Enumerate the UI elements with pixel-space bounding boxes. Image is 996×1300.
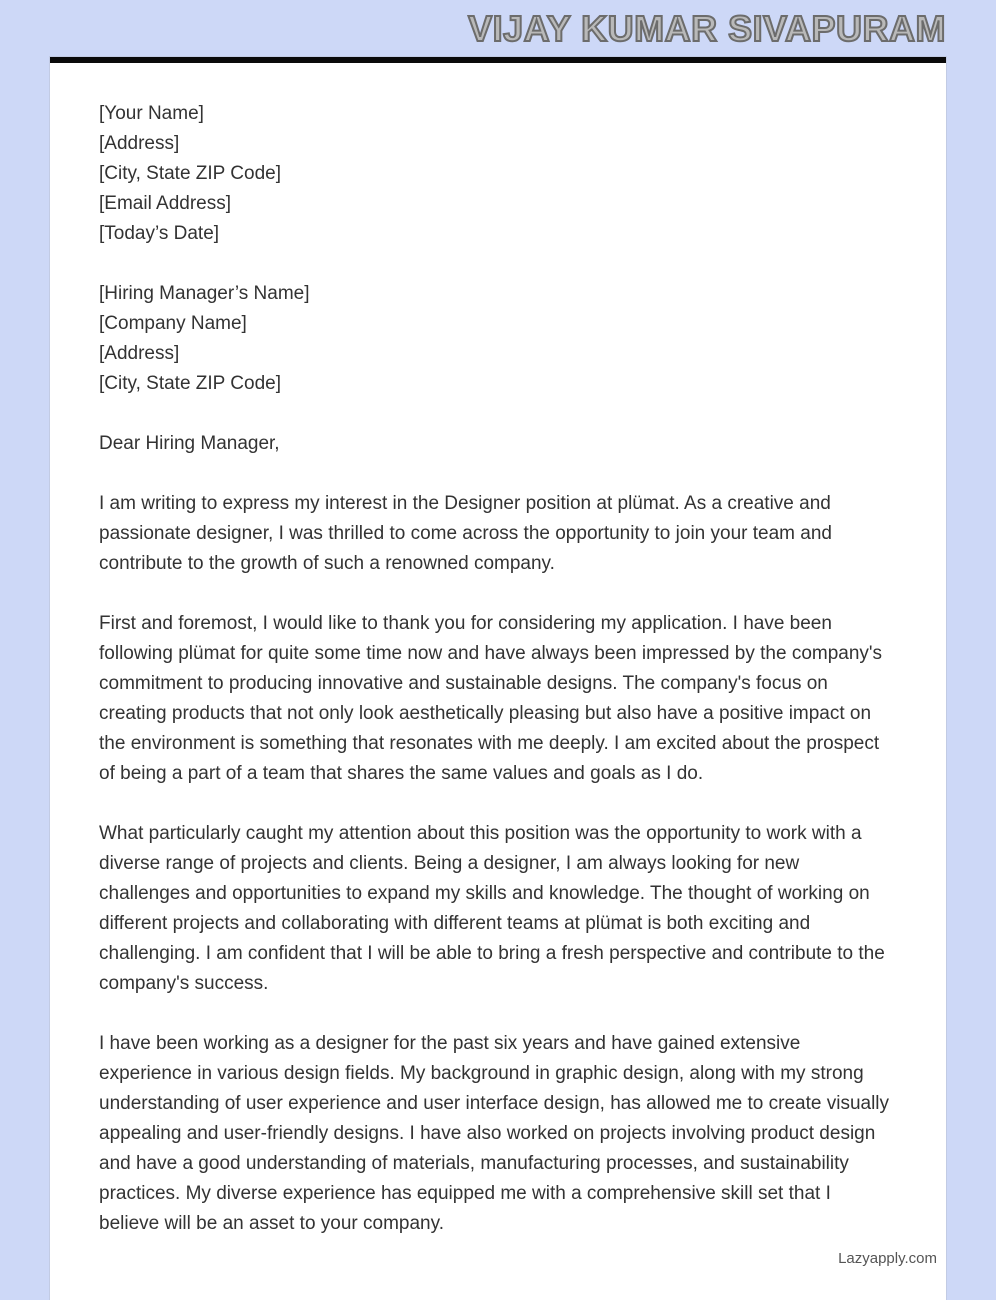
sender-city-line: [City, State ZIP Code] <box>99 163 281 184</box>
sender-address-block <box>99 99 894 249</box>
recipient-address-block <box>99 279 894 399</box>
recipient-address-line: [Address] <box>99 343 180 364</box>
page-title: VIJAY KUMAR SIVAPURAM <box>468 7 946 49</box>
letter-paragraph-3: What particularly caught my attention about this position was the opportunity to work with a diverse range of projects and clients. Being a designer, I am always looking for new challenges and opportunities to expand my skills and knowledge. The thought of working on different projects and collaborating with different teams at plümat is both exciting and challenging. I am confident that I will be able to bring a fresh perspective and contribute to the company's success. <box>99 823 885 994</box>
top-banner <box>0 0 996 57</box>
letter-paragraph-4: I have been working as a designer for the past six years and have gained extensive experience in various design fields. My background in graphic design, along with my strong understanding of user experience and user interface design, has allowed me to create visually appealing and user-friendly designs. I have also worked on projects involving product design and have a good understanding of materials, manufacturing processes, and sustainability practices. My diverse experience has equipped me with a comprehensive skill set that I believe will be an asset to your company. <box>99 1033 890 1234</box>
recipient-company-line: [Company Name] <box>99 313 247 334</box>
sender-email-line: [Email Address] <box>99 193 231 214</box>
sender-date-line: [Today’s Date] <box>99 223 220 244</box>
recipient-name-line: [Hiring Manager’s Name] <box>99 283 310 304</box>
letter-page <box>50 57 946 1300</box>
letter-paragraph-2: First and foremost, I would like to thank you for considering my application. I have been following plümat for quite some time now and have always been impressed by the company's commitment to producing innovative and sustainable designs. The company's focus on creating products that not only look aesthetically pleasing but also have a positive impact on the environment is something that resonates with me deeply. I am excited about the prospect of being a part of a team that shares the same values and goals as I do. <box>99 613 883 784</box>
letter-body <box>50 63 946 1239</box>
sender-name-line: [Your Name] <box>99 103 204 124</box>
sender-address-line: [Address] <box>99 133 180 154</box>
recipient-city-line: [City, State ZIP Code] <box>99 373 281 394</box>
letter-paragraph-1: I am writing to express my interest in the Designer position at plümat. As a creative and passionate designer, I was thrilled to come across the opportunity to join your team and contribute to the growth of such a renowned company. <box>99 493 832 574</box>
lazyapply-watermark: Lazyapply.com <box>838 1250 937 1267</box>
salutation: Dear Hiring Manager, <box>99 433 280 454</box>
